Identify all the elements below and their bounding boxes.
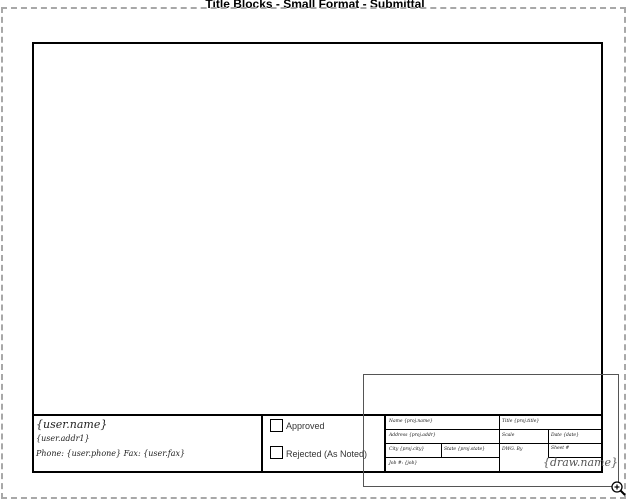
city-cell: City {proj.city}	[389, 447, 425, 452]
selection-rectangle[interactable]	[363, 374, 619, 487]
job-number-cell: Job #: {job}	[389, 461, 418, 466]
approved-label: Approved	[286, 421, 325, 431]
zoom-in-icon[interactable]	[610, 480, 626, 496]
project-name-cell: Name {proj.name}	[389, 419, 433, 424]
title-block-divider-1	[261, 414, 263, 473]
drawing-name: {draw.name}	[542, 456, 618, 469]
rejected-label: Rejected (As Noted)	[286, 449, 368, 459]
scale-cell: Scale	[502, 433, 515, 438]
state-cell: State {proj.state}	[444, 447, 486, 452]
user-phone-fax: Phone: {user.phone} Fax: {user.fax}	[36, 449, 186, 458]
date-cell: Date {date}	[551, 433, 579, 438]
project-address-cell: Address {proj.addr}	[389, 433, 436, 438]
dwg-by-cell: DWG. By	[502, 447, 523, 452]
user-address: {user.addr1}	[36, 434, 90, 443]
project-title-cell: Title {proj.title}	[502, 419, 540, 424]
approved-checkbox[interactable]	[270, 419, 283, 432]
user-name: {user.name}	[36, 418, 108, 431]
sheet-number-cell: Sheet #	[551, 446, 570, 451]
rejected-checkbox[interactable]	[270, 446, 283, 459]
page-title: Title Blocks - Small Format - Submittal	[205, 0, 425, 11]
